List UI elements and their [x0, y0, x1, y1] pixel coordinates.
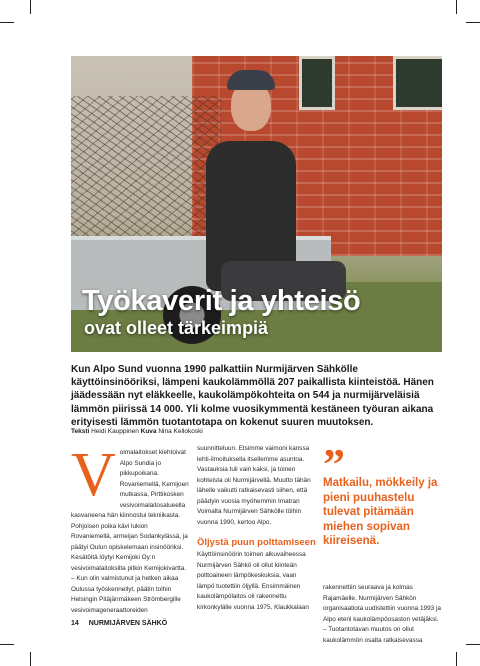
body-column-2b — [197, 550, 315, 613]
crop-mark — [30, 0, 31, 14]
body-column-3 — [323, 583, 441, 646]
body-text: Käyttöinsinöörin toimen alkuvaiheessa Nurmijärven Sähkö oli ollut kiinteän polttoaineen lämpökeskuksia, vaan lämpö tuotettiin öljyllä. Ensimmäinen kaukolämpölaitos oli rakennettu kirkonkylälle vuonna 1975, Klaukkalaan — [197, 551, 309, 611]
body-text: suunnitteluun. Etsimme vaimoni kanssa lehti-ilmoituksella itsellemme asuntoa. Vastauksia tuli vain kaksi, ja toinen kohteista oli Nurmijärvellä. Muutto tähän lähelle vaikutti ratkaisevasti siihen, että päädyin vuosia myöhemmin Imatran Voimalta Nurmijärven Sähkölle töihin vuonna 1990, kertoo Alpo. — [197, 445, 311, 526]
drop-cap: V — [71, 441, 116, 509]
page-footer — [71, 620, 167, 627]
crop-mark — [0, 22, 14, 23]
body-text: – Tuotantotavan muutos on ollut kaukolämmön osalta ratkaisevassa — [323, 626, 423, 644]
text-author: Heidi Kauppinen — [91, 428, 139, 435]
photo-author: Nina Kellokoski — [158, 428, 203, 435]
body-text: oimalaitokset kiehtoivat Alpo Sundia jo pikkupoikana. Rovaniemellä, Kemijoen mutkassa, Pirttikosken vesivoimalaitosalueella kasvaneena hän kiinnostui tekniikasta. Pohjoisen poika kävi lukion Rovaniemellä, armeijan Sodankylässä, ja päätyi Oulun opiskelemaan insinööriksi. Kesätöitä löytyi Kemijoki Oy:n vesivoimalaitoksilta pitkin Kemijokivartta. — [71, 449, 189, 572]
crop-mark — [30, 652, 31, 666]
pull-quote: Matkailu, mökkeily ja pieni puuhastelu tulevat pitämään miehen sopivan kiireisenä. — [323, 477, 438, 547]
body-text: – Kun olin valmistunut ja hetken aikaa Oulussa työskennellyt, päätin tolhin Helsingin Pitäjänmäkeen Strömbergille vesivoimageneraattoreiden — [71, 575, 181, 614]
body-column-2 — [197, 444, 315, 528]
quote-mark-icon: ” — [323, 440, 345, 489]
window — [299, 56, 335, 110]
crop-mark — [456, 0, 457, 14]
lead-paragraph: Kun Alpo Sund vuonna 1990 palkattiin Nurmijärven Sähkölle käyttöinsinööriksi, lämpeni kaukolämmöllä 207 paikallista kiinteistöä. Hänen jäädessään nyt eläkkeelle, kaukolämpökohteita on 544 ja nurmijärveläisiä lämmön piirissä 14 000. Yli kolme vuosikymmentä kestäneen työuran aikana erityisesti lämmön tuotantotapa on kokenut suuren muutoksen. — [71, 364, 434, 428]
crop-mark — [466, 22, 480, 23]
crop-mark — [456, 652, 457, 666]
byline — [71, 428, 203, 435]
photo-label: Kuva — [140, 428, 157, 435]
person-cap — [227, 70, 275, 90]
page-number: 14 — [71, 620, 79, 627]
title-line-2: ovat olleet tärkeimpiä — [84, 318, 269, 338]
branches — [71, 96, 221, 246]
subheading: Öljystä puun polttamiseen — [197, 537, 316, 548]
title-line-1: Työkaverit ja yhteisö — [82, 285, 361, 317]
crop-mark — [0, 644, 14, 645]
window — [393, 56, 442, 110]
text-label: Teksti — [71, 428, 90, 435]
body-column-1 — [71, 441, 189, 616]
crop-mark — [466, 644, 480, 645]
body-text: rakennettiin seuraava ja kolmas Rajamäelle. Nurmijärven Sähkön organisaatiota uudistettiin vuonna 1993 ja Alpo eteni kaukolämpöosaston vetäjäksi. — [323, 584, 441, 623]
publication-name: NURMIJÄRVEN SÄHKÖ — [88, 620, 168, 627]
article-title — [82, 285, 360, 339]
